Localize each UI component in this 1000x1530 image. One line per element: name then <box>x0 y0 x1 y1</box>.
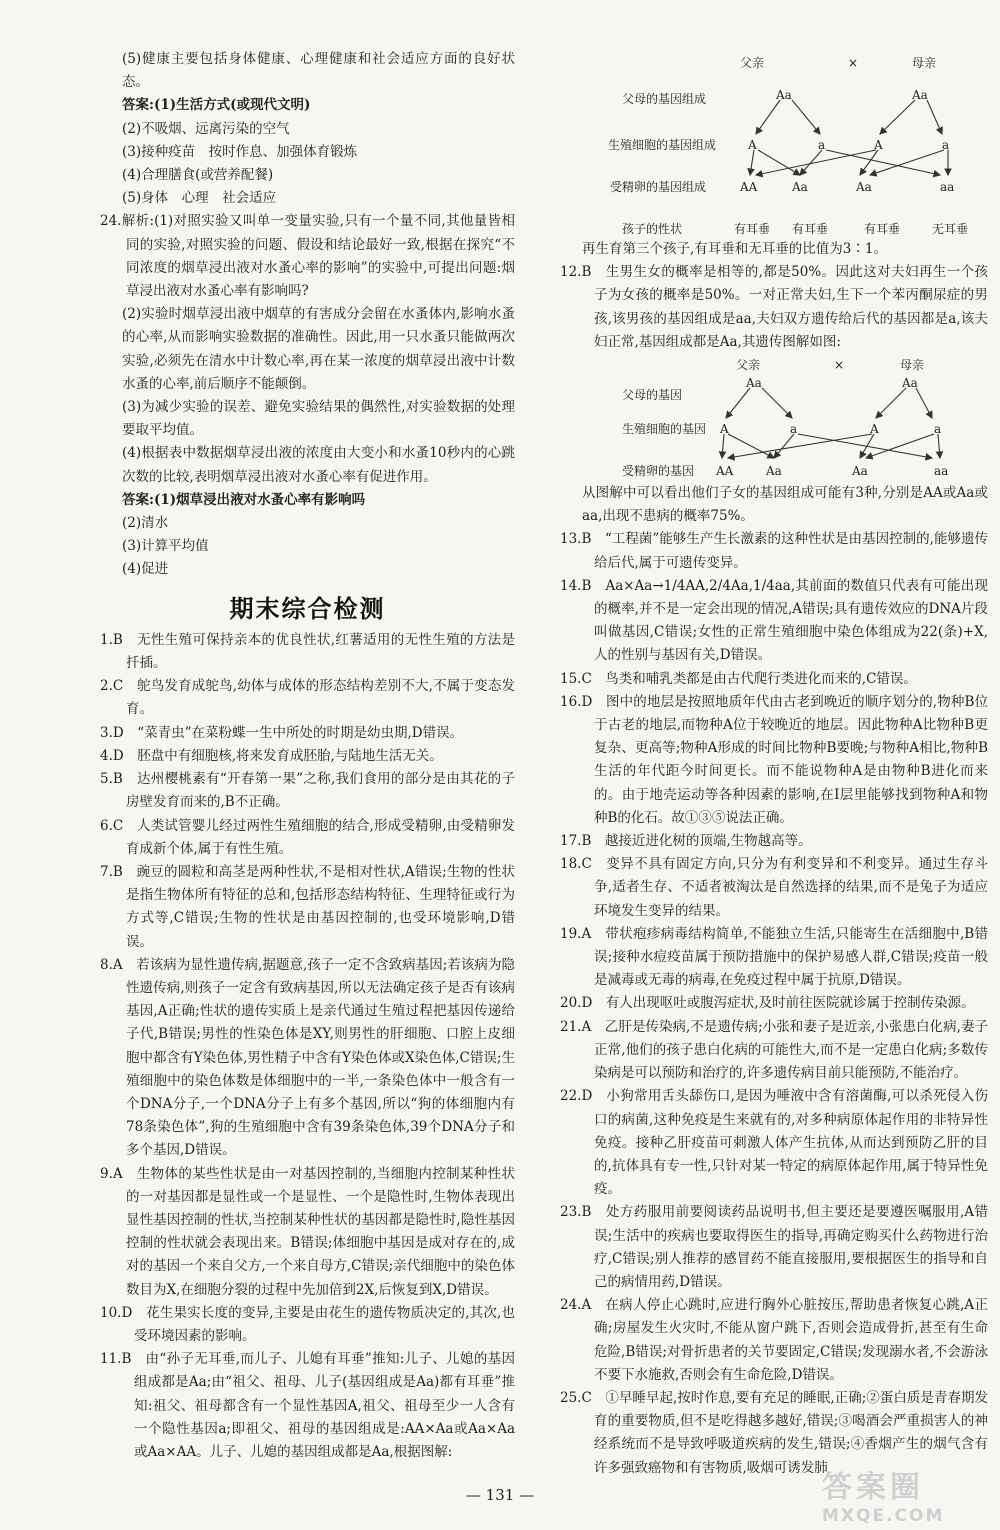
gamete: A <box>874 138 883 152</box>
answer-item: 9.A 生物体的某些性状是由一对基因控制的,当细胞内控制某种性状的一对基因都是显性或一个是显性、一个是隐性时,生物体表现出显性基因控制的性状,当控制某种性状的基因都是隐性时,隐性基因控制的性状就会表现出来。B错误;体细胞中基因是成对存在的,成对的基因一个来自父方,一个来自母方,C错误;亲代细胞中的染色体数目为X,在细胞分裂的过程中先加倍到2X,后恢复到X,D错误。 <box>100 1165 515 1298</box>
zygote: Aa <box>852 464 868 479</box>
zygote: Aa <box>792 180 808 194</box>
gamete: a <box>790 422 798 437</box>
watermark-bottom: MXQE.COM <box>822 1506 945 1526</box>
q24-analysis-4: (4)根据表中数据烟草浸出液的浓度由大变小和水蚤10秒内的心跳次数的比较,表明烟草浸出液对水蚤心率有促进作用。 <box>122 445 515 485</box>
right-column <box>560 48 988 1480</box>
zygote: Aa <box>766 464 782 479</box>
left-column <box>100 48 515 1464</box>
q24-analysis-1: 24.解析:(1)对照实验又叫单一变量实验,只有一个量不同,其他量皆相同的实验,对照实验的问题、假设和结论最好一致,根据在探究“不同浓度的烟草浸出液对水蚤心率的影响”的实验中,可提出问题:烟草浸出液对水蚤心率有影响吗? <box>100 213 515 300</box>
q24-analysis-2: (2)实验时烟草浸出液中烟草的有害成分会留在水蚤体内,影响水蚤的心率,从而影响实验数据的准确性。因此,用一只水蚤只能做两次实验,必须先在清水中计数心率,再在某一浓度的烟草浸出液中计数水蚤的心率,前后顺序不能颠倒。 <box>122 306 515 392</box>
zygote: aa <box>940 180 955 194</box>
q24-answer-4: (4)促进 <box>122 561 169 578</box>
q24-answer-2: (2)清水 <box>122 515 169 532</box>
answer-item: 15.C 鸟类和哺乳类都是由古代爬行类进化而来的,C错误。 <box>560 670 917 687</box>
answer-item: 10.D 花生果实长度的变异,主要是由花生的遗传物质决定的,其次,也受环境因素的影响。 <box>100 1304 515 1344</box>
answer-item: 7.B 豌豆的圆粒和高茎是两种性状,不是相对性状,A错误;生物的性状是指生物体所有特征的总和,包括形态结构特征、生理特征或行为方式等,C错误;生物的性状是由基因控制的,也受环境影响,D错误。 <box>100 863 515 950</box>
gene-parent-father: Aa <box>746 376 762 391</box>
trait: 有耳垂 <box>792 222 829 236</box>
zygote: AA <box>740 180 758 194</box>
ratio-text: 再生育第三个孩子,有耳垂和无耳垂的比值为3∶1。 <box>582 241 887 257</box>
answer-item: 8.A 若该病为显性遗传病,据题意,孩子一定不含致病基因;若该病为隐性遗传病,则孩子一定含有致病基因,所以无法确定孩子是否有该病基因,A正确;性状的遗传实质上是亲代通过生殖过程把基因传递给子代,B错误;男性的性染色体是XY,则男性的肝细胞、口腔上皮细胞中都含有Y染色体,男性精子中含有Y染色体或X染色体,C错误;生殖细胞中的染色体数是体细胞中的一半,一条染色体中一般含有一个DNA分子,一个DNA分子上有多个基因,所以“狗的体细胞内有78条染色体”,狗的生殖细胞中含有39条染色体,39个DNA分子和多个基因,D错误。 <box>100 956 515 1159</box>
mother-label: 母亲 <box>900 358 925 373</box>
answer-item: 3.D “菜青虫”在菜粉蝶一生中所处的时期是幼虫期,D错误。 <box>100 724 464 741</box>
trait: 有耳垂 <box>734 222 771 236</box>
gene-parent-father: Aa <box>776 88 792 102</box>
answer-item: 18.C 变异不具有固定方向,只分为有利变异和不利变异。通过生存斗争,适者生存、不适者被淘汰是自然选择的结果,而不是兔子为适应环境发生变异的结果。 <box>560 856 988 919</box>
father-label: 父亲 <box>736 358 761 373</box>
zygote: Aa <box>856 180 872 194</box>
watermark-logo <box>822 1462 972 1526</box>
answer-item: 23.B 处方药服用前要阅读药品说明书,但主要还是要遵医嘱服用,A错误;生活中的疾病也要取得医生的指导,再确定购买什么药物进行治疗,C错误;别人推荐的感冒药不能直接服用,要根据医生的指导和自己的病情用药,D错误。 <box>560 1204 988 1290</box>
answer-item: 2.C 鸵鸟发育成鸵鸟,幼体与成体的形态结构差别不大,不属于变态发育。 <box>100 678 515 718</box>
mother-label: 母亲 <box>912 56 937 70</box>
answer-item: 20.D 有人出现呕吐或腹泻症状,及时前往医院就诊属于控制传染源。 <box>560 995 975 1012</box>
row-label-parents: 父母的基因组成 <box>622 92 707 106</box>
answer-item: 14.B Aa×Aa→1/4AA,2/4Aa,1/4aa,其前面的数值只代表有可能出现的概率,并不是一定会出现的情况,A错误;具有遗传效应的DNA片段叫做基因,C错误;女性的正常生殖细胞中染色体组成为22(条)+X,人的性别与基因有关,D错误。 <box>560 577 988 664</box>
inheritance-diagram-ear <box>560 48 988 238</box>
row-label-gametes: 生殖细胞的基因组成 <box>608 138 717 152</box>
answer-item: 13.B “工程菌”能够生产生长激素的这种性状是由基因控制的,能够遗传给后代,属于可遗传变异。 <box>560 531 988 571</box>
page-number: — 131 — <box>465 1486 535 1504</box>
gamete: a <box>934 422 942 437</box>
q23-answer-4: (4)合理膳食(或营养配餐) <box>122 167 274 184</box>
row-label-traits: 孩子的性状 <box>622 222 683 236</box>
answer-item: 6.C 人类试管婴儿经过两性生殖细胞的结合,形成受精卵,由受精卵发育成新个体,属于有性生殖。 <box>100 817 515 857</box>
gamete: a <box>942 138 950 152</box>
q23-answer-2: (2)不吸烟、远离污染的空气 <box>122 120 290 137</box>
zygote: AA <box>716 464 734 479</box>
row-label-parents: 父母的基因 <box>622 388 683 403</box>
answer-item: 5.B 达州樱桃素有“开春第一果”之称,我们食用的部分是由其花的子房壁发育而来的,B不正确。 <box>100 771 515 811</box>
gamete: A <box>870 422 879 437</box>
answer-item: 1.B 无性生殖可保持亲本的优良性状,红薯适用的无性生殖的方法是扦插。 <box>100 631 515 672</box>
row-label-zygotes: 受精卵的基因组成 <box>610 180 707 194</box>
q23-answer-3: (3)接种疫苗 按时作息、加强体育锻炼 <box>122 143 358 160</box>
gamete: A <box>748 138 757 152</box>
row-label-zygotes: 受精卵的基因 <box>622 464 695 479</box>
q24-answer-3: (3)计算平均值 <box>122 538 209 555</box>
answer-item: 25.C ①早睡早起,按时作息,要有充足的睡眠,正确;②蛋白质是青春期发育的重要物质,但不是吃得越多越好,错误;③喝酒会严重损害人的神经系统而不是导致呼吸道疾病的发生,错误;④香烟产生的烟气含有许多强致癌物和有害物质,吸烟可诱发肺 <box>560 1389 988 1476</box>
gamete: A <box>720 422 729 437</box>
gene-parent-mother: Aa <box>912 88 928 102</box>
answer-item: 21.A 乙肝是传染病,不是遗传病;小张和妻子是近亲,小张患白化病,妻子正常,他们的孩子患白化病的可能性大,而不是一定患白化病;多数传染病是可以预防和治疗的,许多遗传病目前只能预防,不能治疗。 <box>560 1018 988 1082</box>
answer-item: 22.D 小狗常用舌头舔伤口,是因为唾液中含有溶菌酶,可以杀死侵入伤口的病菌,这种免疫是生来就有的,对多种病原体起作用的非特异性免疫。接种乙肝疫苗可刺激人体产生抗体,从而达到预防乙肝的目的,抗体具有专一性,只针对某一特定的病原体起作用,属于特异性免疫。 <box>560 1088 988 1198</box>
cross-symbol: × <box>834 358 845 373</box>
q12-tail: 从图解中可以看出他们子女的基因组成可能有3种,分别是AA或Aa或aa,出现不患病的概率75%。 <box>582 485 988 525</box>
section-title: 期末综合检测 <box>229 594 386 623</box>
gamete: a <box>818 138 826 152</box>
answer-item: 16.D 图中的地层是按照地质年代由古老到晚近的顺序划分的,物种B位于古老的地层,而物种A位于较晚近的地层。因此物种A比物种B更复杂、更高等;物种A形成的时间比物种B要晚;与物种A相比,物种B生活的年代距今时间更长。而不能说物种A是由物种B进化而来的。由于地壳运动等各种因素的影响,在Ⅰ层里能够找到物种A和物种B的化石。故①③⑤说法正确。 <box>560 693 988 826</box>
answer-item: 19.A 带状疱疹病毒结构简单,不能独立生活,只能寄生在活细胞中,B错误;接种水痘疫苗属于预防措施中的保护易感人群,C错误;疫苗一般是减毒或无毒的病毒,在免疫过程中属于抗原,D错误。 <box>560 925 988 989</box>
gene-parent-mother: Aa <box>902 376 918 391</box>
q23-answer-5: (5)身体 心理 社会适应 <box>122 190 277 207</box>
answer-item: 4.D 胚盘中有细胞核,将来发育成胚胎,与陆地生活无关。 <box>100 747 443 764</box>
trait: 有耳垂 <box>864 222 901 236</box>
inheritance-diagram-pku <box>560 354 988 482</box>
father-label: 父亲 <box>740 56 765 70</box>
answer-item: 11.B 由“孙子无耳垂,而儿子、儿媳有耳垂”推知:儿子、儿媳的基因组成都是Aa;由“祖父、祖母、儿子(基因组成是Aa)都有耳垂”推知:祖父、祖母都含有一个显性基因A,祖父、祖母至少一人含有一个隐性基因a;即祖父、祖母的基因组成是:AA×Aa或Aa×Aa或Aa×AA。儿子、儿媳的基因组成都是Aa,根据图解: <box>100 1351 515 1460</box>
answer-item-12: 12.B 生男生女的概率是相等的,都是50%。因此这对夫妇再生一个孩子为女孩的概率是50%。一对正常夫妇,生下一个苯丙酮尿症的男孩,该男孩的基因组成是aa,夫妇双方遗传给后代的基因都是a,该夫妇正常,基因组成都是Aa,其遗传图解如图: <box>560 264 988 350</box>
q24-answer-1: 答案:(1)烟草浸出液对水蚤心率有影响吗 <box>122 491 366 508</box>
q23-item5: (5)健康主要包括身体健康、心理健康和社会适应方面的良好状态。 <box>122 51 515 91</box>
q23-answer-1: 答案:(1)生活方式(或现代文明) <box>122 97 311 114</box>
watermark-top: 答案圈 <box>822 1470 924 1505</box>
row-label-gametes: 生殖细胞的基因 <box>622 422 707 437</box>
trait: 无耳垂 <box>932 222 969 236</box>
q24-analysis-3: (3)为减少实验的误差、避免实验结果的偶然性,对实验数据的处理要取平均值。 <box>122 399 515 439</box>
answer-item: 24.A 在病人停止心跳时,应进行胸外心脏按压,帮助患者恢复心跳,A正确;房屋发生火灾时,不能从窗户跳下,否则会造成骨折,甚至有生命危险,B错误;对骨折患者的关节要固定,C错误;发现溺水者,不会游泳不要下水施救,否则会有生命危险,D错误。 <box>560 1297 988 1383</box>
cross-symbol: × <box>848 56 859 70</box>
answer-item: 17.B 越接近进化树的顶端,生物越高等。 <box>560 833 812 850</box>
zygote: aa <box>934 464 949 479</box>
